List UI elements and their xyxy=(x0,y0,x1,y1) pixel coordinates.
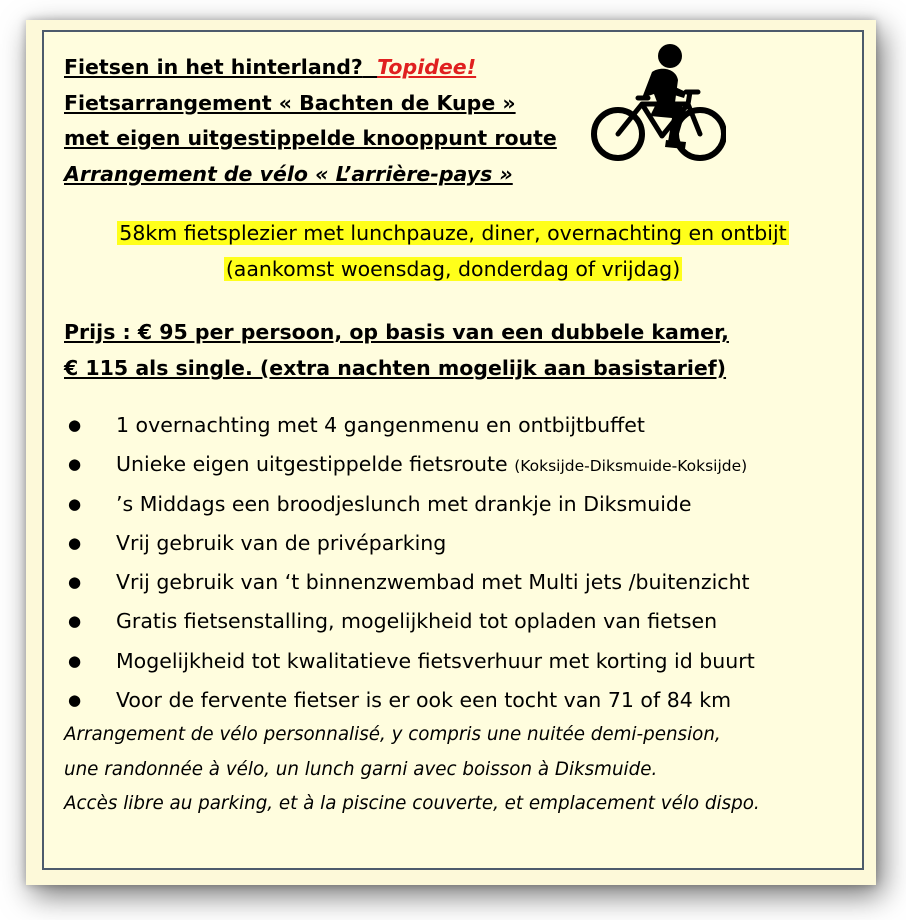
title-line-1 xyxy=(64,50,584,86)
bullet-icon: ● xyxy=(68,455,82,474)
french-line-2: une randonnée à vélo, un lunch garni avec boisson à Diksmuide. xyxy=(64,758,658,780)
list-item: ● Vrij gebruik van ‘t binnenzwembad met Multi jets /buitenzicht xyxy=(64,563,864,602)
list-item: ● 1 overnachting met 4 gangenmenu en ontbijtbuffet xyxy=(64,406,864,445)
offer-line-1: 58km fietsplezier met lunchpauze, diner, overnachting en ontbijt xyxy=(119,221,787,245)
french-line-1: Arrangement de vélo personnalisé, y compris une nuitée demi-pension, xyxy=(64,724,721,745)
list-item: ● Mogelijkheid tot kwalitatieve fietsverhuur met korting id buurt xyxy=(64,642,864,681)
bullet-icon: ● xyxy=(68,573,82,592)
bullet-icon: ● xyxy=(68,533,82,552)
title-line-4: Arrangement de vélo « L’arrière-pays » xyxy=(64,161,513,186)
french-line-3: Accès libre au parking, et à la piscine couverte, et emplacement vélo dispo. xyxy=(64,793,760,814)
bullet-icon: ● xyxy=(68,612,82,631)
offer-summary xyxy=(44,216,862,287)
price-info xyxy=(64,314,824,386)
flyer-title xyxy=(64,50,584,192)
list-item: ● Vrij gebruik van de privéparking xyxy=(64,524,864,563)
title-highlight: Topidee! xyxy=(377,55,477,79)
cyclist-head xyxy=(658,44,682,68)
bullet-icon: ● xyxy=(68,416,82,434)
bullet-icon: ● xyxy=(68,494,82,513)
bullet-icon: ● xyxy=(68,691,82,710)
offer-line-2: (aankomst woensdag, donderdag of vrijdag) xyxy=(225,256,681,281)
bullet-icon: ● xyxy=(68,651,82,670)
title-line-2: Fietsarrangement « Bachten de Kupe » xyxy=(64,90,516,115)
list-item: ● Gratis fietsenstalling, mogelijkheid tot opladen van fietsen xyxy=(64,602,864,641)
flyer-card xyxy=(42,30,864,870)
list-item: ● Voor de fervente fietser is er ook een tocht van 71 of 84 km xyxy=(64,681,864,720)
cyclist-icon xyxy=(590,36,726,162)
list-item: ● ’s Middags een broodjeslunch met drankje in Diksmuide xyxy=(64,485,864,524)
french-description xyxy=(64,718,864,822)
price-line-2: € 115 als single. (extra nachten mogelijk aan basistarief) xyxy=(64,356,727,380)
title-line-3: met eigen uitgestippelde knooppunt route xyxy=(64,126,557,150)
title-question: Fietsen in het hinterland? xyxy=(64,55,363,79)
price-line-1: Prijs : € 95 per persoon, op basis van een dubbele kamer, xyxy=(64,320,729,344)
feature-list xyxy=(64,406,864,720)
list-item: ● Unieke eigen uitgestippelde fietsroute (Koksijde-Diksmuide-Koksijde) xyxy=(64,445,864,484)
